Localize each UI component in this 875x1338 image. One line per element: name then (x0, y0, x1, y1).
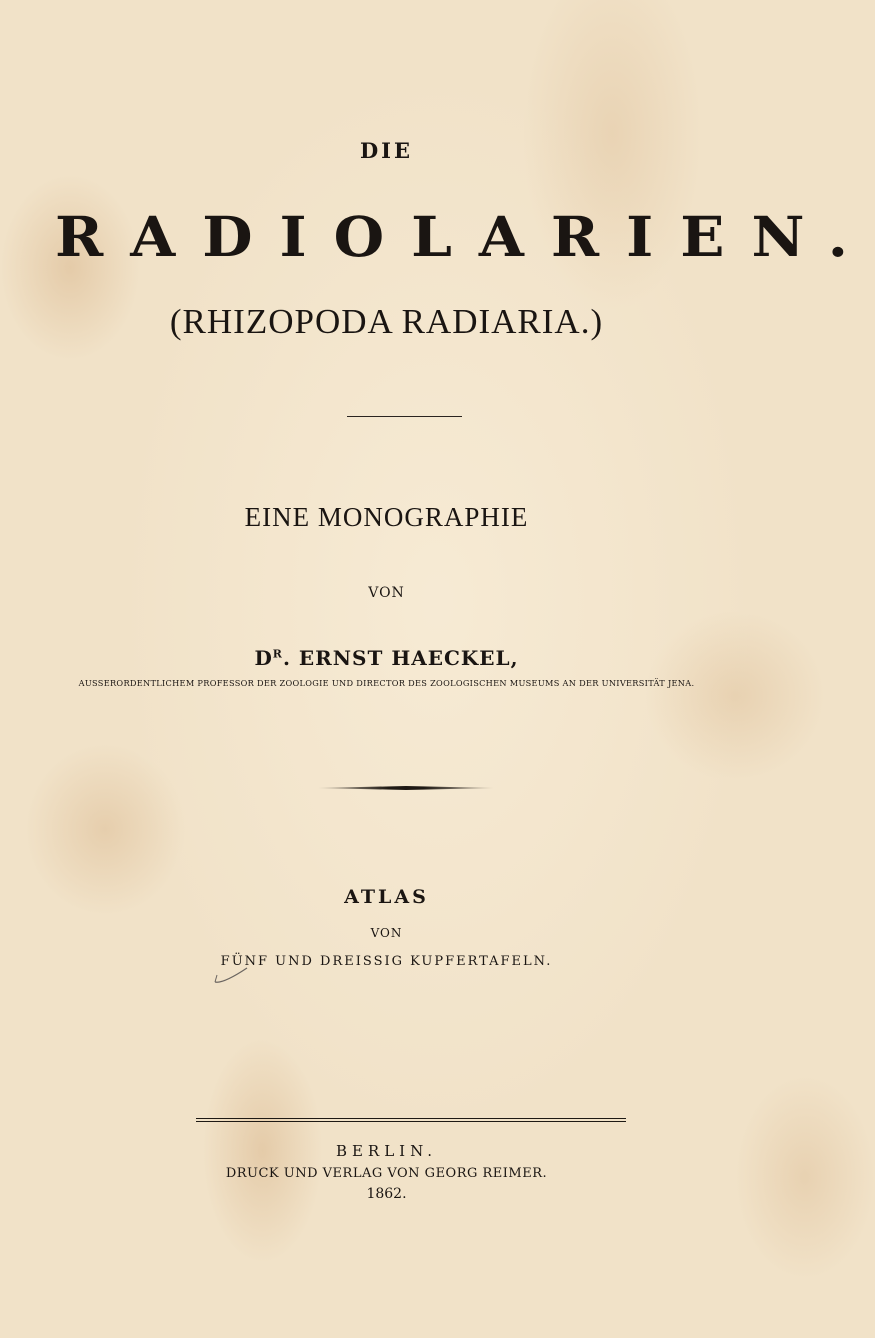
author-prefix: D (254, 646, 273, 670)
title-article: DIE (359, 138, 414, 163)
author-affiliation: AUSSERORDENTLICHEM PROFESSOR DER ZOOLOGIE UND DIRECTOR DES ZOOLOGISCHEN MUSEUMS AN DER UNIVERSITÄT JENA. (78, 678, 695, 688)
book-title: RADIOLARIEN. (55, 204, 875, 270)
by-line: VON (368, 585, 405, 601)
plates-count: FÜNF UND DREISSIG KUPFERTAFELN. (220, 954, 553, 969)
imprint-publisher: DRUCK UND VERLAG VON GEORG REIMER. (225, 1166, 548, 1181)
genre-line: EINE MONOGRAPHIE (244, 502, 529, 532)
pencil-mark-icon (213, 966, 249, 986)
author-prefix-sup: R (272, 647, 283, 661)
double-rule (196, 1118, 626, 1122)
atlas-heading: ATLAS (344, 886, 429, 908)
divider-rule (347, 416, 462, 417)
imprint-year: 1862. (366, 1186, 407, 1202)
author-name (0, 646, 773, 670)
imprint-city: BERLIN. (335, 1142, 438, 1160)
book-subtitle: (RHIZOPODA RADIARIA.) (169, 302, 604, 341)
author-surname: . ERNST HAECKEL, (282, 646, 519, 670)
atlas-von: VON (370, 926, 403, 940)
ornamental-rule (318, 786, 494, 790)
